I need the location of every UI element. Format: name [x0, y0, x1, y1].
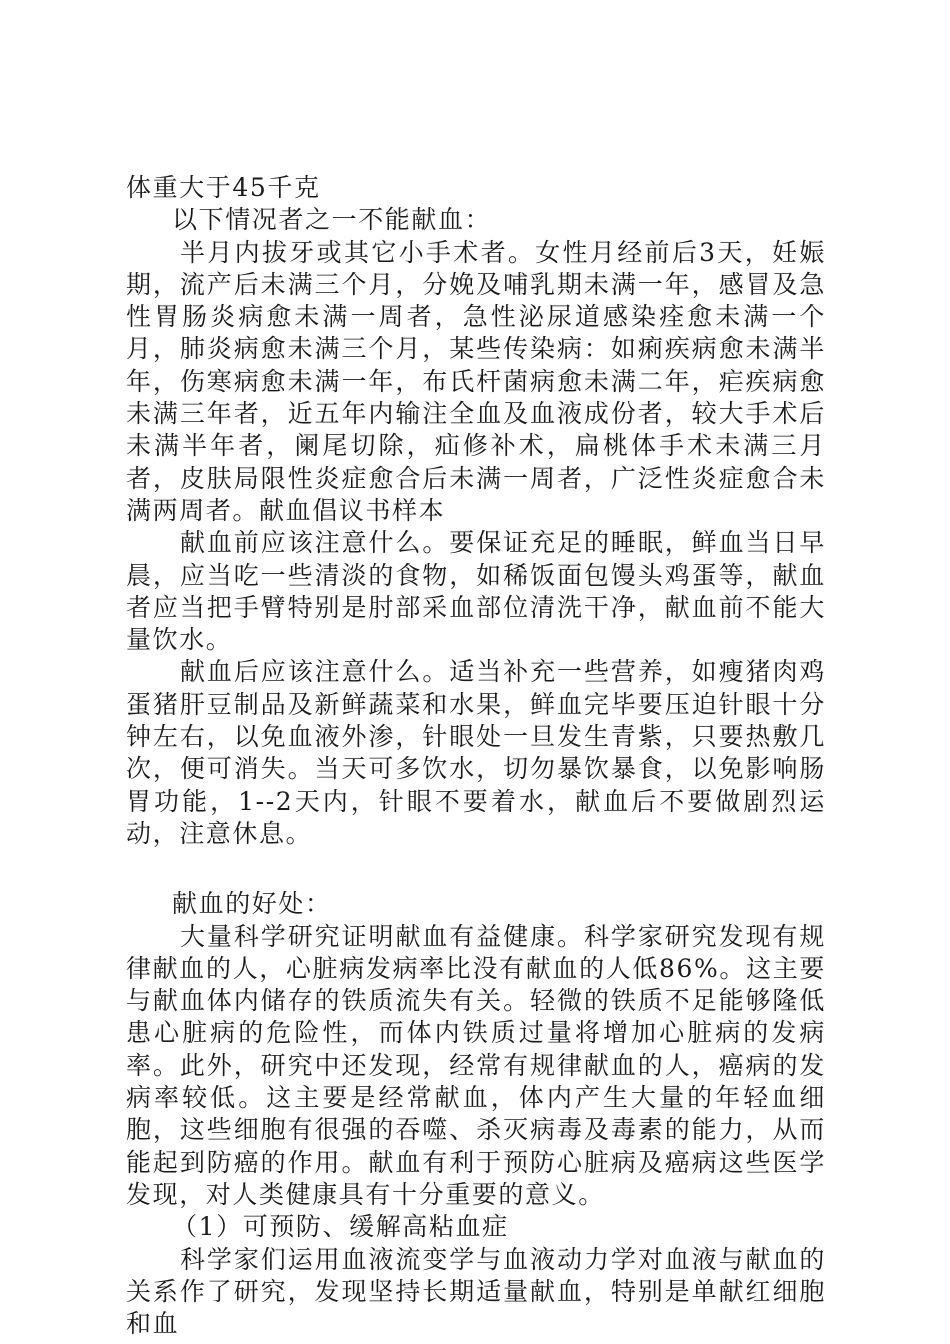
- ineligibility-heading: 以下情况者之一不能献血：: [172, 205, 492, 235]
- after-donation-paragraph: 献血后应该注意什么。适当补充一些营养，如瘦猪肉鸡蛋猪肝豆制品及新鲜蔬菜和水果，鲜血完毕要压迫针眼十分钟左右，以免血液外渗，针眼处一旦发生青紫，只要热敷几次，便可消失。当天可多饮水，切勿暴饮暴食，以免影响肠胃功能，1--2天内，针眼不要着水，献血后不要做剧烈运动，注意休息。: [126, 657, 826, 848]
- paragraph-spacer: [126, 850, 826, 888]
- weight-requirement-line: 体重大于45千克: [126, 173, 321, 202]
- document-body: [126, 172, 826, 1340]
- ineligibility-conditions-paragraph: 半月内拔牙或其它小手术者。女性月经前后3天，妊娠期，流产后未满三个月，分娩及哺乳期未满一年，感冒及急性胃肠炎病愈未满一周者，急性泌尿道感染痊愈未满一个月，肺炎病愈未满三个月，某些传染病：如痢疾病愈未满半年，伤寒病愈未满一年，布氏杆菌病愈未满二年，疟疾病愈未满三年者，近五年内输注全血及血液成份者，较大手术后未满半年者，阑尾切除，疝修补术，扁桃体手术未满三月者，皮肤局限性炎症愈合后未满一周者，广泛性炎症愈合未满两周者。献血倡议书样本: [126, 237, 826, 525]
- benefits-heading: 献血的好处：: [172, 889, 332, 919]
- hyperviscosity-paragraph: 科学家们运用血液流变学与血液动力学对血液与献血的关系作了研究，发现坚持长期适量献血，特别是单献红细胞和血: [126, 1244, 826, 1339]
- benefits-paragraph: 大量科学研究证明献血有益健康。科学家研究发现有规律献血的人，心脏病发病率比没有献血的人低86%。这主要与献血体内储存的铁质流失有关。轻微的铁质不足能够隆低患心脏病的危险性，而体内铁质过量将增加心脏病的发病率。此外，研究中还发现，经常有规律献血的人，癌病的发病率较低。这主要是经常献血，体内产生大量的年轻血细胞，这些细胞有很强的吞噬、杀灭病毒及毒素的能力，从而能起到防癌的作用。献血有利于预防心脏病及癌病这些医学发现，对人类健康具有十分重要的意义。: [126, 921, 826, 1209]
- section-heading-1: （1）可预防、缓解高粘血症: [172, 1212, 509, 1242]
- before-donation-paragraph: 献血前应该注意什么。要保证充足的睡眠，鲜血当日早晨，应当吃一些清淡的食物，如稀饭面包馒头鸡蛋等，献血者应当把手臂特别是肘部采血部位清洗干净，献血前不能大量饮水。: [126, 528, 826, 655]
